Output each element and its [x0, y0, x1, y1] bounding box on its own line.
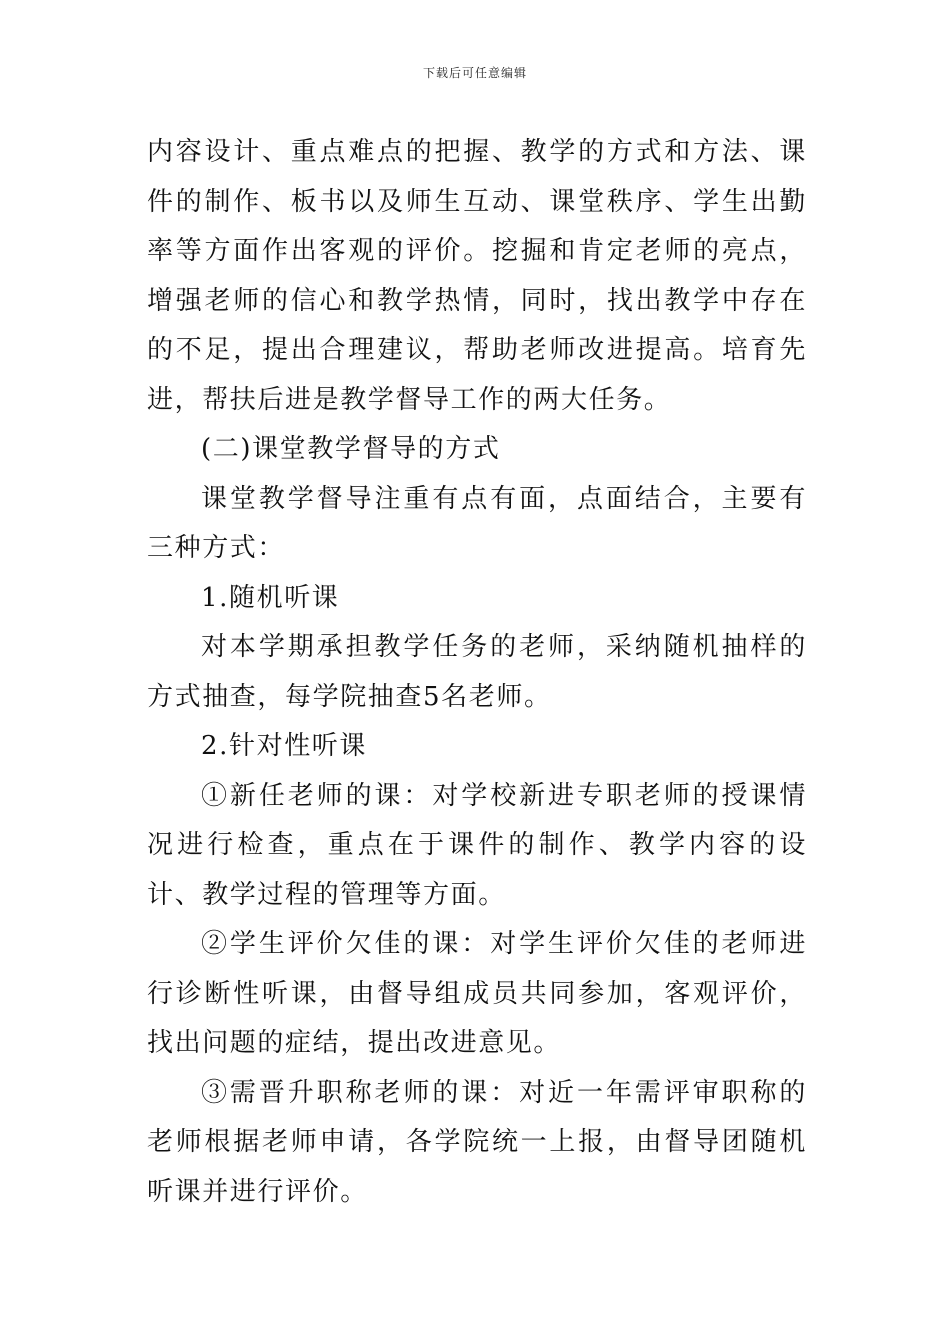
- list-item: ①新任老师的课：对学校新进专职老师的授课情况进行检查，重点在于课件的制作、教学内容的设计、教学过程的管理等方面。: [147, 780, 807, 910]
- paragraph: 对本学期承担教学任务的老师，采纳随机抽样的方式抽查，每学院抽查5名老师。: [147, 632, 807, 712]
- list-item: ③需晋升职称老师的课：对近一年需评审职称的老师根据老师申请，各学院统一上报，由督导团随机听课并进行评价。: [147, 1077, 807, 1207]
- subheading: 1.随机听课: [201, 582, 340, 613]
- page-header: 下载后可任意编辑: [422, 66, 527, 80]
- section-heading: (二)课堂教学督导的方式: [201, 434, 501, 464]
- list-item: ②学生评价欠佳的课：对学生评价欠佳的老师进行诊断性听课，由督导组成员共同参加，客观评价，找出问题的症结，提出改进意见。: [147, 929, 807, 1058]
- paragraph-continuation: 内容设计、重点难点的把握、教学的方式和方法、课件的制作、板书以及师生互动、课堂秩序、学生出勤率等方面作出客观的评价。挖掘和肯定老师的亮点，增强老师的信心和教学热情，同时，找出教学中存在的不足，提出合理建议，帮助老师改进提高。培育先进，帮扶后进是教学督导工作的两大任务。: [147, 137, 807, 415]
- document-body: [147, 128, 807, 1217]
- subheading: 2.针对性听课: [201, 731, 368, 761]
- paragraph: 课堂教学督导注重有点有面，点面结合，主要有三种方式：: [147, 483, 807, 563]
